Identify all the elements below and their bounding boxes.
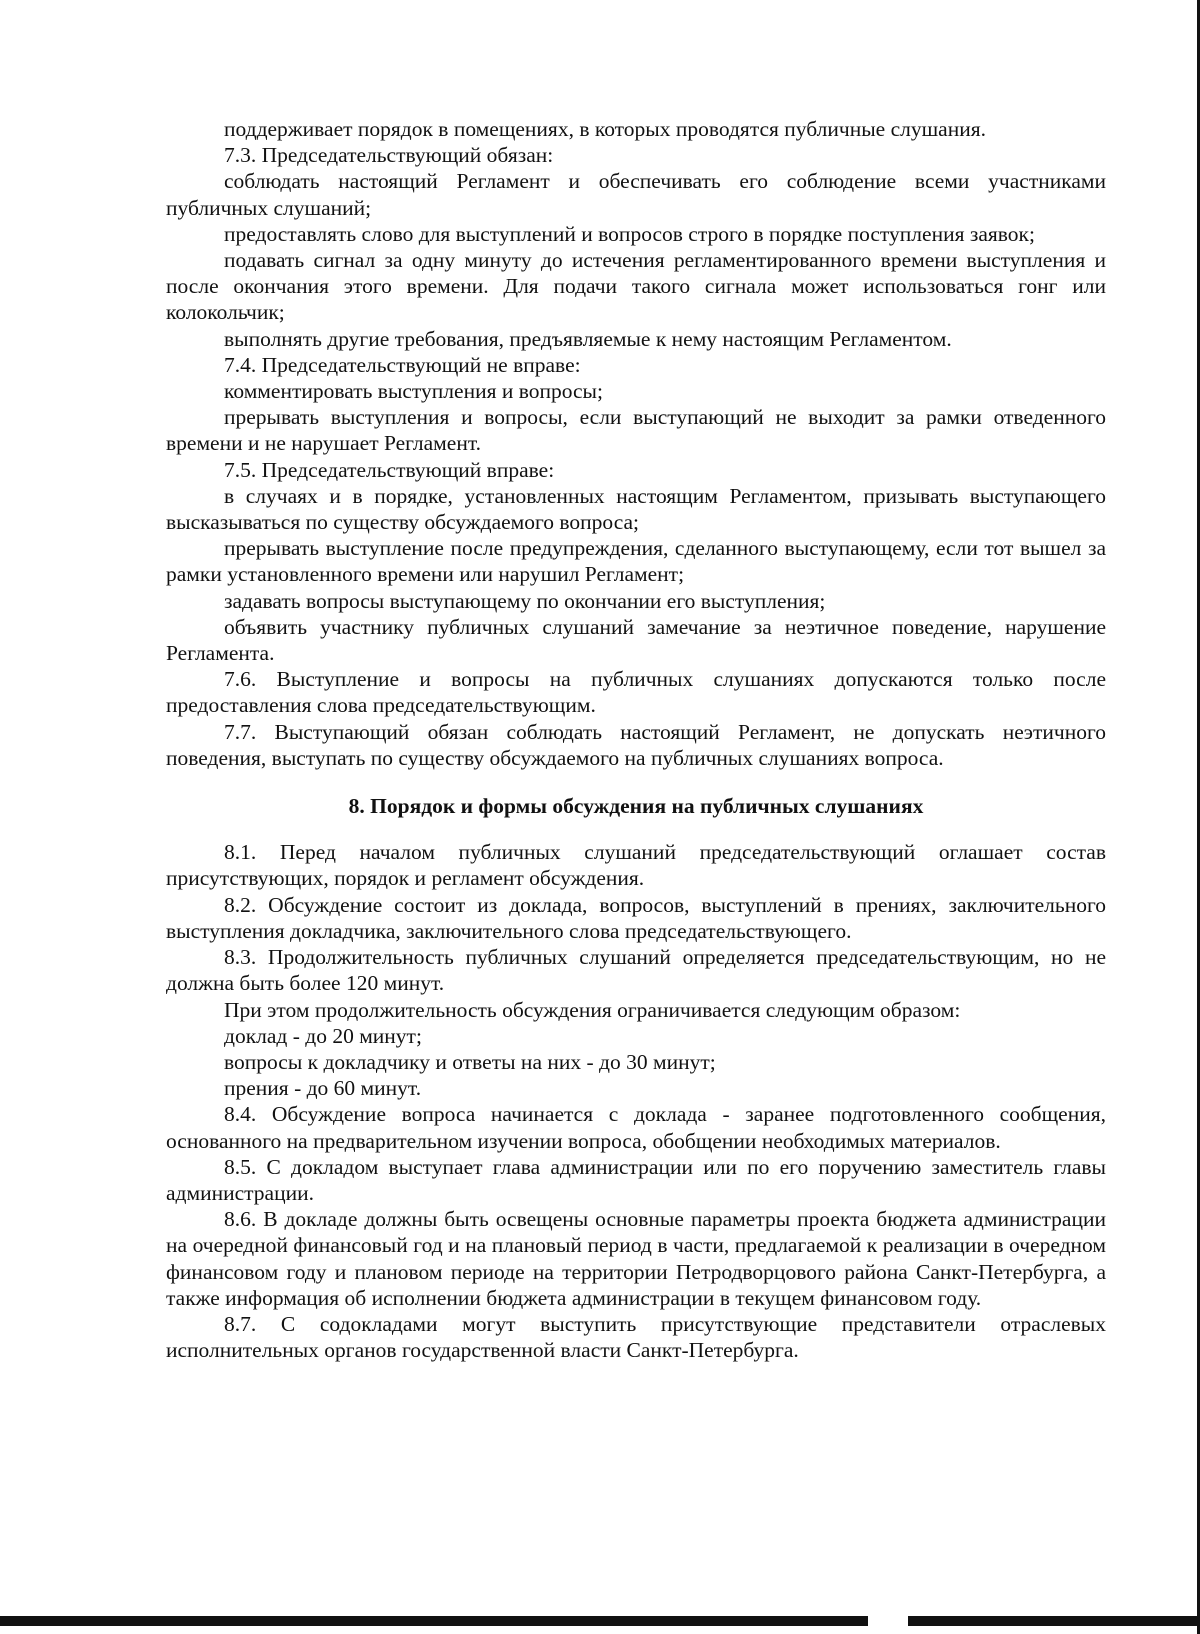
paragraph-8-3: 8.3. Продолжительность публичных слушаний определяется председательствующим, но не должна быть более 120 минут. xyxy=(166,945,1106,996)
paragraph-7-6: 7.6. Выступление и вопросы на публичных слушаниях допускаются только после предоставления слова председательствующим. xyxy=(166,667,1106,718)
paragraph-8-7: 8.7. С содокладами могут выступить присутствующие представители отраслевых исполнительных органов государственной власти Санкт-Петербурга. xyxy=(166,1311,1106,1363)
paragraph-8-1: 8.1. Перед началом публичных слушаний председательствующий оглашает состав присутствующих, порядок и регламент обсуждения. xyxy=(166,840,1106,891)
paragraph-8-3-limit-debate: прения - до 60 минут. xyxy=(224,1076,422,1101)
paragraph-8-5: 8.5. С докладом выступает глава администрации или по его поручению заместитель главы администрации. xyxy=(166,1154,1106,1205)
paragraph-7-5: 7.5. Председательствующий вправе: xyxy=(224,457,555,482)
paragraph-7-3-item-4: выполнять другие требования, предъявляемые к нему настоящим Регламентом. xyxy=(224,326,952,351)
paragraph-8-6: 8.6. В докладе должны быть освещены основные параметры проекта бюджета администрации на очередной финансовый год и на плановый период в части, предлагаемой к реализации в очередном финансовом году и плановом периоде на территории Петродворцового района Санкт-Петербурга, а также информация об исполнении бюджета администрации в текущем финансовом году. xyxy=(166,1207,1106,1310)
document-body xyxy=(166,116,1106,1363)
paragraph-7-5-item-3: задавать вопросы выступающему по окончании его выступления; xyxy=(224,588,826,613)
paragraph-7-5-item-2: прерывать выступление после предупреждения, сделанного выступающему, если тот вышел за рамки установленного времени или нарушил Регламент; xyxy=(166,536,1106,587)
section-title: 8. Порядок и формы обсуждения на публичных слушаниях xyxy=(348,794,924,819)
paragraph-7-5-item-1: в случаях и в порядке, установленных настоящим Регламентом, призывать выступающего высказываться по существу обсуждаемого вопроса; xyxy=(166,483,1106,535)
paragraph-8-3-limits-intro: При этом продолжительность обсуждения ограничивается следующим образом: xyxy=(224,997,961,1022)
paragraph-7-7: 7.7. Выступающий обязан соблюдать настоящий Регламент, не допускать неэтичного поведения, выступать по существу обсуждаемого на публичных слушаниях вопроса. xyxy=(166,719,1106,770)
paragraph-7-2-end: поддерживает порядок в помещениях, в которых проводятся публичные слушания. xyxy=(224,117,986,141)
scan-bottom-edge-gap xyxy=(868,1616,908,1626)
paragraph-8-2: 8.2. Обсуждение состоит из доклада, вопросов, выступлений в прениях, заключительного выступления докладчика, заключительного слова председательствующего. xyxy=(166,892,1106,943)
paragraph-8-3-limit-questions: вопросы к докладчику и ответы на них - до 30 минут; xyxy=(224,1049,716,1074)
paragraph-7-3: 7.3. Председательствующий обязан: xyxy=(224,143,554,168)
paragraph-7-5-item-4: объявить участнику публичных слушаний замечание за неэтичное поведение, нарушение Регламента. xyxy=(166,614,1106,666)
paragraph-8-4: 8.4. Обсуждение вопроса начинается с доклада - заранее подготовленного сообщения, основанного на предварительном изучении вопроса, обобщении необходимых материалов. xyxy=(166,1102,1106,1153)
scan-bottom-edge xyxy=(0,1616,1200,1626)
paragraph-8-3-limit-report: доклад - до 20 минут; xyxy=(224,1023,422,1048)
paragraph-7-3-item-3: подавать сигнал за одну минуту до истечения регламентированного времени выступления и после окончания этого времени. Для подачи такого сигнала может использоваться гонг или колокольчик; xyxy=(166,248,1106,325)
paragraph-7-4-item-2: прерывать выступления и вопросы, если выступающий не выходит за рамки отведенного времени и не нарушает Регламент. xyxy=(166,405,1106,456)
paragraph-7-3-item-2: предоставлять слово для выступлений и вопросов строго в порядке поступления заявок; xyxy=(224,221,1035,246)
paragraph-7-4-item-1: комментировать выступления и вопросы; xyxy=(224,379,603,404)
paragraph-7-4: 7.4. Председательствующий не вправе: xyxy=(224,352,581,377)
paragraph-7-3-item-1: соблюдать настоящий Регламент и обеспечивать его соблюдение всеми участниками публичных слушаний; xyxy=(166,169,1106,220)
